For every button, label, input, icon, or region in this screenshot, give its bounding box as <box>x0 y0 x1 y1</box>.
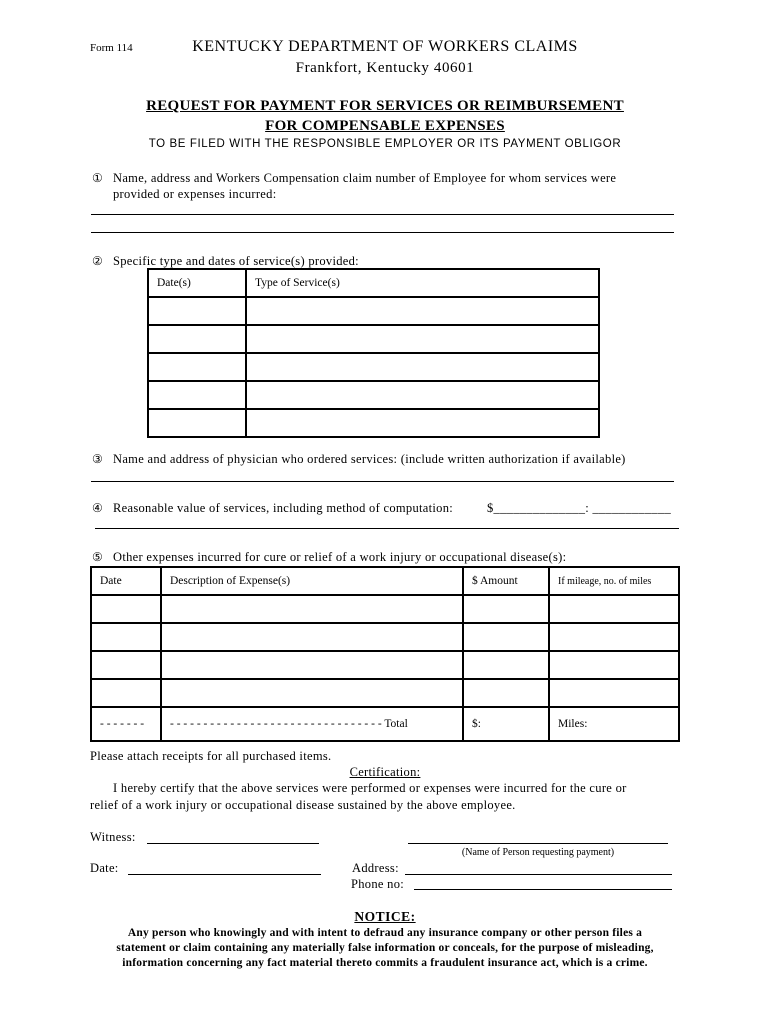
expense-amount-cell[interactable] <box>463 595 549 623</box>
phone-label: Phone no: <box>351 877 405 891</box>
expense-date-cell[interactable] <box>91 595 161 623</box>
address-label: Address: <box>352 861 399 875</box>
requester-name-line[interactable] <box>408 843 668 844</box>
section1-number: ① <box>92 171 103 185</box>
service-date-cell[interactable] <box>148 325 246 353</box>
services-header-dates: Date(s) <box>148 269 246 297</box>
expense-amount-cell[interactable] <box>463 651 549 679</box>
section3-label: Name and address of physician who ordered services: (include written authorization if available) <box>113 452 626 466</box>
notice-text-line3: information concerning any fact material thereto commits a fraudulent insurance act, which is a crime. <box>122 957 648 969</box>
service-type-cell[interactable] <box>246 325 599 353</box>
expense-description-cell[interactable] <box>161 651 463 679</box>
service-date-cell[interactable] <box>148 353 246 381</box>
section1-label-line2: provided or expenses incurred: <box>113 187 277 201</box>
agency-city: Frankfort, Kentucky 40601 <box>295 60 475 76</box>
certification-text-line1: I hereby certify that the above services were performed or expenses were incurred for the cure or <box>113 781 627 795</box>
section4-value-field[interactable]: $______________: ____________ <box>487 501 672 515</box>
expense-amount-cell[interactable] <box>463 623 549 651</box>
services-table-header <box>148 269 599 297</box>
service-date-cell[interactable] <box>148 409 246 437</box>
form-number: Form 114 <box>90 42 133 54</box>
section5-number: ⑤ <box>92 550 103 564</box>
expense-description-cell[interactable] <box>161 595 463 623</box>
table-row <box>148 297 599 325</box>
section4-label: Reasonable value of services, including method of computation: <box>113 501 454 515</box>
address-input-line[interactable] <box>405 874 672 875</box>
witness-signature-line[interactable] <box>147 843 319 844</box>
witness-label: Witness: <box>90 830 136 844</box>
section2-label: Specific type and dates of service(s) provided: <box>113 254 359 268</box>
table-row <box>148 381 599 409</box>
service-type-cell[interactable] <box>246 353 599 381</box>
expenses-header-description: Description of Expense(s) <box>161 567 463 595</box>
section5-label: Other expenses incurred for cure or relief of a work injury or occupational disease(s): <box>113 550 567 564</box>
table-row <box>91 595 679 623</box>
expenses-table <box>90 566 680 742</box>
service-type-cell[interactable] <box>246 381 599 409</box>
expense-date-cell[interactable] <box>91 623 161 651</box>
requester-name-caption: (Name of Person requesting payment) <box>461 847 615 858</box>
service-date-cell[interactable] <box>148 297 246 325</box>
section1-label-line1: Name, address and Workers Compensation claim number of Employee for whom services were <box>113 171 617 185</box>
expense-miles-cell[interactable] <box>549 679 679 707</box>
section4-number: ④ <box>92 501 103 515</box>
section4-input-line[interactable] <box>95 528 679 529</box>
table-row <box>91 679 679 707</box>
services-header-type: Type of Service(s) <box>246 269 599 297</box>
expenses-header-mileage: If mileage, no. of miles <box>549 567 679 595</box>
notice-heading: NOTICE: <box>354 909 416 924</box>
total-amount-field[interactable]: $: <box>463 707 549 741</box>
expenses-header-date: Date <box>91 567 161 595</box>
expense-amount-cell[interactable] <box>463 679 549 707</box>
expense-miles-cell[interactable] <box>549 623 679 651</box>
services-table <box>147 268 600 438</box>
agency-name: KENTUCKY DEPARTMENT OF WORKERS CLAIMS <box>192 38 578 55</box>
receipts-note: Please attach receipts for all purchased items. <box>90 749 332 763</box>
table-row <box>148 325 599 353</box>
table-row <box>148 353 599 381</box>
section2-number: ② <box>92 254 103 268</box>
section3-number: ③ <box>92 452 103 466</box>
date-label: Date: <box>90 861 119 875</box>
table-row <box>148 409 599 437</box>
phone-input-line[interactable] <box>414 889 672 890</box>
total-date-dashes: - - - - - - - <box>91 707 161 741</box>
expense-miles-cell[interactable] <box>549 595 679 623</box>
expense-description-cell[interactable] <box>161 679 463 707</box>
service-type-cell[interactable] <box>246 297 599 325</box>
expenses-total-row <box>91 707 679 741</box>
filing-instruction: TO BE FILED WITH THE RESPONSIBLE EMPLOYER OR ITS PAYMENT OBLIGOR <box>148 138 622 150</box>
service-date-cell[interactable] <box>148 381 246 409</box>
expenses-table-header <box>91 567 679 595</box>
expense-miles-cell[interactable] <box>549 651 679 679</box>
total-miles-field[interactable]: Miles: <box>549 707 679 741</box>
notice-text-line1: Any person who knowingly and with intent to defraud any insurance company or other person files a <box>127 927 643 939</box>
form-title-line2: FOR COMPENSABLE EXPENSES <box>265 118 505 134</box>
expenses-header-amount: $ Amount <box>463 567 549 595</box>
expense-description-cell[interactable] <box>161 623 463 651</box>
section1-input-line-1[interactable] <box>91 214 674 215</box>
form-title-line1: REQUEST FOR PAYMENT FOR SERVICES OR REIMBURSEMENT <box>146 98 624 114</box>
section3-input-line[interactable] <box>91 481 674 482</box>
total-description-label: - - - - - - - - - - - - - - - - - - - - - - - - - - - - - - - - Total <box>161 707 463 741</box>
expense-date-cell[interactable] <box>91 651 161 679</box>
table-row <box>91 651 679 679</box>
date-input-line[interactable] <box>128 874 321 875</box>
table-row <box>91 623 679 651</box>
notice-text-line2: statement or claim containing any materially false information or conceals, for the purpose of misleading, <box>116 942 654 954</box>
service-type-cell[interactable] <box>246 409 599 437</box>
certification-heading: Certification: <box>349 765 421 779</box>
section1-input-line-2[interactable] <box>91 232 674 233</box>
expense-date-cell[interactable] <box>91 679 161 707</box>
certification-text-line2: relief of a work injury or occupational disease sustained by the above employee. <box>90 798 516 812</box>
